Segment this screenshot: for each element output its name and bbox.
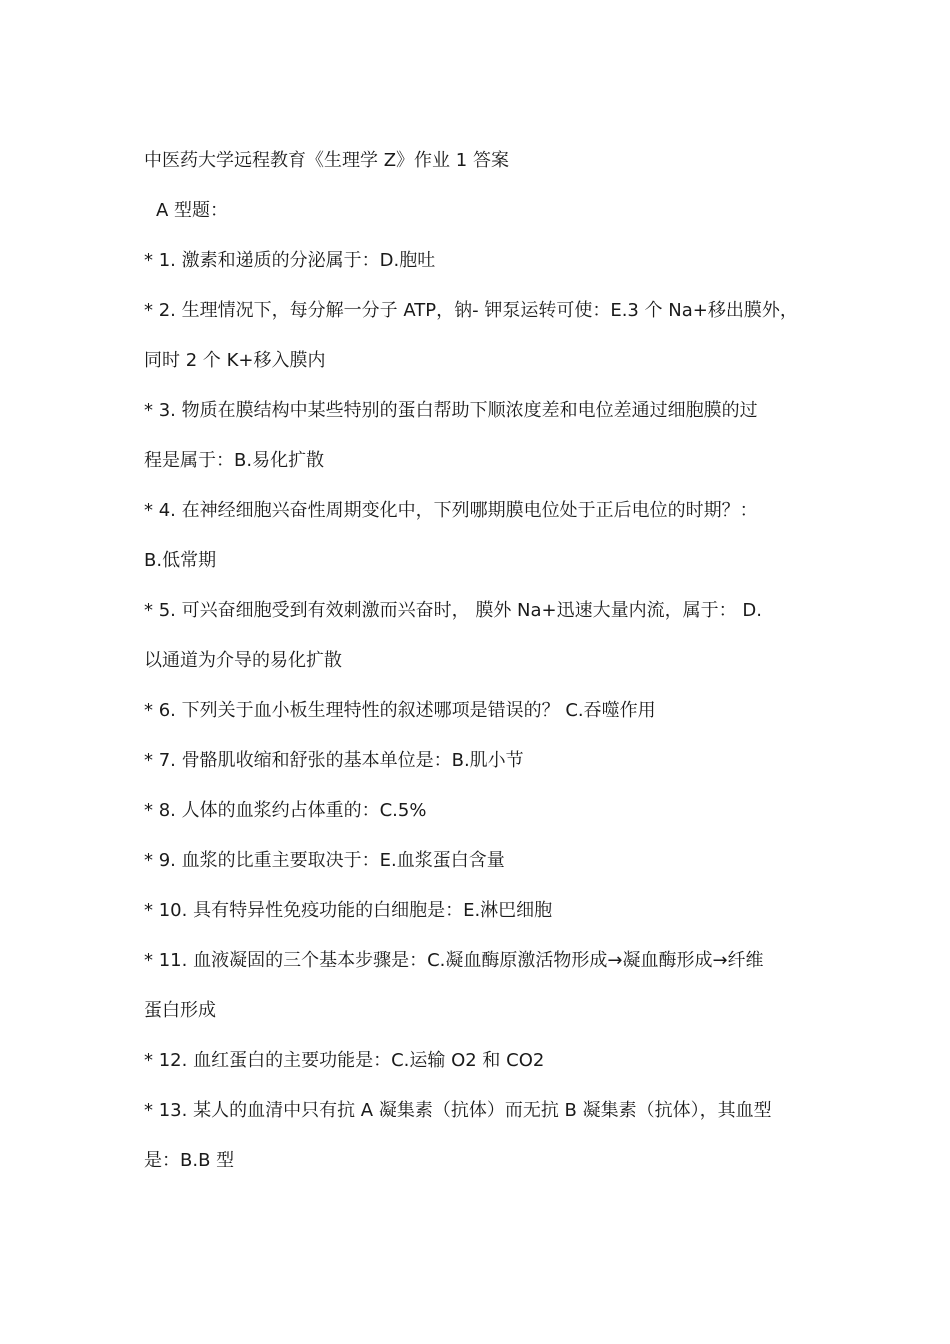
answer-line: * 3. 物质在膜结构中某些特别的蛋白帮助下顺浓度差和电位差通过细胞膜的过	[144, 400, 758, 421]
answer-line: * 9. 血浆的比重主要取决于：E.血浆蛋白含量	[144, 850, 505, 871]
answer-line: B.低常期	[144, 550, 217, 571]
section-heading: A 型题：	[156, 200, 229, 221]
answer-line: 蛋白形成	[144, 1000, 216, 1021]
document-body	[144, 136, 834, 1186]
answer-line: 以通道为介导的易化扩散	[144, 650, 342, 671]
document-title: 中医药大学远程教育《生理学 Z》作业 1 答案	[144, 150, 509, 171]
answer-line: * 1. 激素和递质的分泌属于：D.胞吐	[144, 250, 436, 271]
answer-line: * 7. 骨骼肌收缩和舒张的基本单位是：B.肌小节	[144, 750, 524, 771]
answer-line: 是：B.B 型	[144, 1150, 235, 1171]
answer-line: * 5. 可兴奋细胞受到有效刺激而兴奋时， 膜外 Na+迅速大量内流，属于： D.	[144, 600, 762, 621]
answer-line: * 8. 人体的血浆约占体重的：C.5%	[144, 800, 427, 821]
answer-line: * 6. 下列关于血小板生理特性的叙述哪项是错误的？ C.吞噬作用	[144, 700, 656, 721]
answer-line: * 11. 血液凝固的三个基本步骤是：C.凝血酶原激活物形成→凝血酶形成→纤维	[144, 950, 764, 971]
answer-line: * 4. 在神经细胞兴奋性周期变化中，下列哪期膜电位处于正后电位的时期？：	[144, 500, 758, 521]
answer-line: 程是属于：B.易化扩散	[144, 450, 325, 471]
answer-line: * 12. 血红蛋白的主要功能是：C.运输 O2 和 CO2	[144, 1050, 545, 1071]
answer-line: 同时 2 个 K+移入膜内	[144, 350, 326, 371]
answer-line: * 13. 某人的血清中只有抗 A 凝集素（抗体）而无抗 B 凝集素（抗体），其血型	[144, 1100, 772, 1121]
answer-line: * 2. 生理情况下，每分解一分子 ATP，钠- 钾泵运转可使：E.3 个 Na+移出膜外，	[144, 300, 798, 321]
answer-line: * 10. 具有特异性免疫功能的白细胞是：E.淋巴细胞	[144, 900, 553, 921]
